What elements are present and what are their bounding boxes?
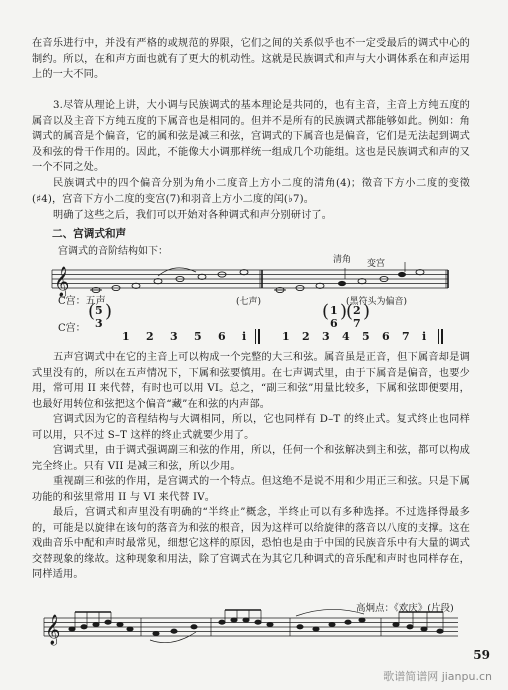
section-heading: 二、宫调式和声 [52,228,127,240]
jianpu-row2-4: 4 [342,330,350,343]
jianpu-row1-3: 3 [170,330,178,343]
jianpu-row1-5: 6 [218,330,226,343]
chord3-bottom: 7 [353,317,361,330]
paragraph-9: 最后，宫调式和声里没有明确的“半终止”概念，半终止可以有多种选择。不过选择得最多的，可能是以旋律在该句的落音为和弦的根音，因为这样可以给旋律的落音以八度的支撑。这在戏曲音乐中配和声时最常见，细想它这样的原因，恐怕也是由于中国的民族音乐中有大量的调式交替现象的缘故。这种现象和用法，除了宫调式在为其它几种调式的音乐配和声时也同样存在，同样适用。 [32,507,470,581]
label-biangong: 变宫 [367,259,386,269]
chord1-top: 5 [95,304,103,317]
jianpu-row2-2: 2 [302,330,310,343]
chord2-top: 1 [330,304,338,317]
chord-bracket-close: ) [105,301,113,322]
label-black-note: (黑符头为偏音) [346,297,408,307]
page-number: 59 [473,648,490,662]
chord-bracket-open: ( [88,301,96,322]
jianpu-row2-6: 6 [382,330,390,343]
treble-clef-icon-2: 𝄞 [45,615,61,645]
jianpu-row1-1: 1 [122,330,130,343]
treble-clef-icon: 𝄞 [54,267,70,297]
label-c-gong-pentatonic: C宫：五声 [58,296,106,307]
paragraph-7: 宫调式里，由于调式强调副三和弦的作用，所以，任何一个和弦解决到主和弦，都可以构成完全终止。只有 VII 是减三和弦，所以少用。 [32,445,470,472]
watermark: 歌谱简谱网 jianpu.cn [383,670,492,683]
jianpu-row2-3: 3 [322,330,330,343]
chord2-bottom: 6 [330,317,338,330]
chord1-bottom: 3 [95,317,103,330]
paragraph-6: 宫调式因为它的音程结构与大调相同，所以，它也同样有 D–T 的终止式。复式终止也同样可以用，只不过 S–T 这样的终止式就要少用了。 [32,414,470,441]
jianpu-row2-7: 7 [402,330,410,343]
chord2-close: ) [340,301,348,322]
paragraph-4: 明确了这些之后，我们可以开始对各种调式和声分别研讨了。 [53,210,333,221]
paragraph-2: 3.尽管从理论上讲，大小调与民族调式的基本理论是共同的，也有主音，主音上方纯五度的属音以及主音下方纯五度的下属音也是相同的。但并不是所有的民族调式都能够如此。例如：角调式的属音是个偏音，它的属和弦是减三和弦，宫调式的下属音也是偏音，它们是无法起到调式及和弦的骨干作用的。因此，不能像大小调那样统一组成几个功能组。这也是民族调式和声的又一个不同之处。 [32,100,470,174]
label-qingjiao: 清角 [333,255,352,265]
example2-caption: 高炯点：《欢庆》(片段) [356,603,454,614]
intro-text: 宫调式的音阶结构如下： [58,246,168,257]
paragraph-5: 五声宫调式中在它的主音上可以构成一个完整的大三和弦。属音虽是正音，但下属音却是调式里没有的，所以在五声情况下，下属和弦要慎用。在七声调式里，由于下属音是偏音，也要少用，常可用 II 来代替，有时也可以用 VI。总之，“副三和弦”用量比较多，下属和弦即便要用，也最好用转位和弦把这个偏音“藏”在和弦的内声部。 [32,352,470,410]
paragraph-3: 民族调式中的四个偏音分别为角小二度音上方小二度的清角(4)；徵音下方小二度的变徵(♯4)，宫音下方小二度的变宫(7)和羽音上方小二度的闰(♭7)。 [32,178,470,205]
chord2-open: ( [322,301,330,322]
chord3-top: 2 [353,304,361,317]
label-seven-tone: (七声) [236,297,262,307]
jianpu-row2-1: 1 [282,330,290,343]
chord-bracket-open-3: ( [346,301,354,322]
jianpu-row2-5: 5 [362,330,370,343]
jianpu-row1-6: i [242,330,247,343]
jianpu-row1-2: 2 [146,330,154,343]
paragraph-8: 重视副三和弦的作用，是宫调式的一个特点。但这绝不是说不用和少用正三和弦。只是下属功能的和弦里常用 II 与 VI 来代替 IV。 [32,476,470,503]
jianpu-row1-4: 5 [194,330,202,343]
label-c-gong: C宫： [58,323,86,334]
chord-bracket-close-3: ) [363,301,371,322]
paragraph-1: 在音乐进行中，并没有严格的或规范的界限，它们之间的关系似乎也不一定受最后的调式中心的制约。所以，在和声方面也就有了更大的机动性。这就是民族调式和声与大小调体系在和声运用上的一大不同。 [32,38,470,81]
jianpu-row2-8: i [422,330,427,343]
